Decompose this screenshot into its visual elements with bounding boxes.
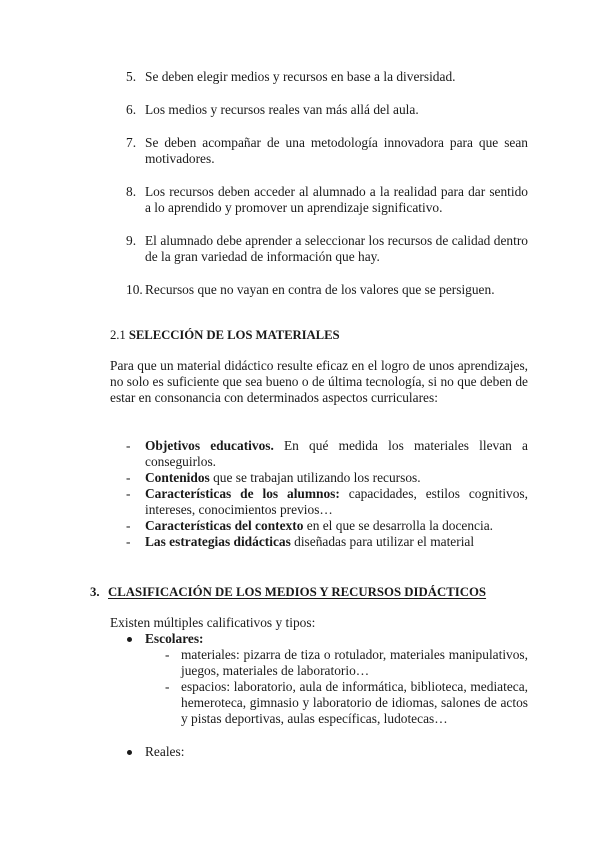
- dash-marker: -: [126, 486, 131, 501]
- dash-marker: -: [165, 647, 170, 662]
- list-item: [110, 135, 528, 167]
- list-item: [110, 69, 528, 85]
- aspect-term: Características del contexto: [145, 518, 304, 533]
- item-text: materiales: pizarra de tiza o rotulador, materiales manipulativos, juegos, materiales de laboratorio…: [181, 647, 528, 678]
- dash-marker: -: [126, 438, 131, 453]
- list-item: [110, 438, 528, 470]
- subsection-title: SELECCIÓN DE LOS MATERIALES: [128, 328, 340, 342]
- subsection-heading: [110, 327, 340, 343]
- escolares-sublist: [145, 647, 528, 727]
- aspect-desc: diseñadas para utilizar el material: [290, 534, 475, 549]
- dash-marker: -: [126, 534, 131, 549]
- dash-marker: -: [165, 679, 170, 694]
- aspect-term: Contenidos: [145, 470, 210, 485]
- list-item: [110, 534, 528, 550]
- aspect-term: Objetivos educativos.: [145, 438, 274, 453]
- list-item: [110, 518, 528, 534]
- item-text: Se deben acompañar de una metodología innovadora para que sean motivadores.: [145, 135, 528, 166]
- aspect-desc: capacidades, estilos cognitivos, intereses, conocimientos previos…: [145, 486, 528, 517]
- section-heading: [90, 584, 486, 600]
- item-text: Los medios y recursos reales van más allá del aula.: [145, 102, 419, 117]
- categories-list: [110, 631, 528, 760]
- list-item: [145, 647, 528, 679]
- item-number: 6.: [126, 102, 137, 117]
- item-text: Recursos que no vayan en contra de los valores que se persiguen.: [145, 282, 495, 297]
- spacer: [110, 727, 528, 744]
- item-text: Los recursos deben acceder al alumnado a la realidad para dar sentido a lo aprendido y promover un aprendizaje significativo.: [145, 184, 528, 215]
- aspect-term: Las estrategias didácticas: [145, 534, 291, 549]
- item-text: El alumnado debe aprender a seleccionar los recursos de calidad dentro de la gran variedad de información que hay.: [145, 233, 528, 264]
- numbered-list: [110, 69, 528, 315]
- list-item: [110, 470, 528, 486]
- dash-marker: -: [126, 470, 131, 485]
- item-number: 7.: [126, 135, 137, 150]
- aspect-desc: En qué medida los materiales llevan a conseguirlos.: [145, 438, 528, 469]
- list-item: [110, 233, 528, 265]
- intro-paragraph: Para que un material didáctico resulte eficaz en el logro de unos aprendizajes, no solo es suficiente que sea bueno o de última tecnología, si no que deben de estar en consonancia con determinados aspectos curriculares:: [110, 358, 528, 405]
- item-number: 9.: [126, 233, 137, 248]
- bullet-icon: [127, 637, 132, 642]
- item-text: espacios: laboratorio, aula de informática, biblioteca, mediateca, hemeroteca, gimnasio y laboratorio de idiomas, salones de actos y pistas deportivas, aulas específicas, ludotecas…: [181, 679, 528, 726]
- list-item: [110, 102, 528, 118]
- section-intro: Existen múltiples calificativos y tipos:: [110, 615, 316, 630]
- dash-marker: -: [126, 518, 131, 533]
- list-item: [110, 184, 528, 216]
- item-text: Se deben elegir medios y recursos en base a la diversidad.: [145, 69, 456, 84]
- aspect-desc: en el que se desarrolla la docencia.: [303, 518, 494, 533]
- aspect-term: Características de los alumnos:: [145, 486, 340, 501]
- list-item: [110, 282, 528, 298]
- category-reales: [110, 744, 528, 760]
- section-title: CLASIFICACIÓN DE LOS MEDIOS Y RECURSOS DIDÁCTICOS: [108, 585, 487, 599]
- aspect-desc: que se trabajan utilizando los recursos.: [209, 470, 421, 485]
- category-escolares: [110, 631, 528, 727]
- category-label: Escolares:: [145, 631, 204, 646]
- item-number: 8.: [126, 184, 137, 199]
- subsection-number: 2.1: [110, 328, 126, 342]
- list-item: [110, 486, 528, 518]
- list-item: [145, 679, 528, 727]
- item-number: 10.: [126, 282, 143, 297]
- aspects-list: [110, 438, 528, 550]
- item-number: 5.: [126, 69, 137, 84]
- section-number: 3.: [90, 585, 100, 599]
- category-label: Reales:: [145, 744, 185, 759]
- bullet-icon: [127, 750, 132, 755]
